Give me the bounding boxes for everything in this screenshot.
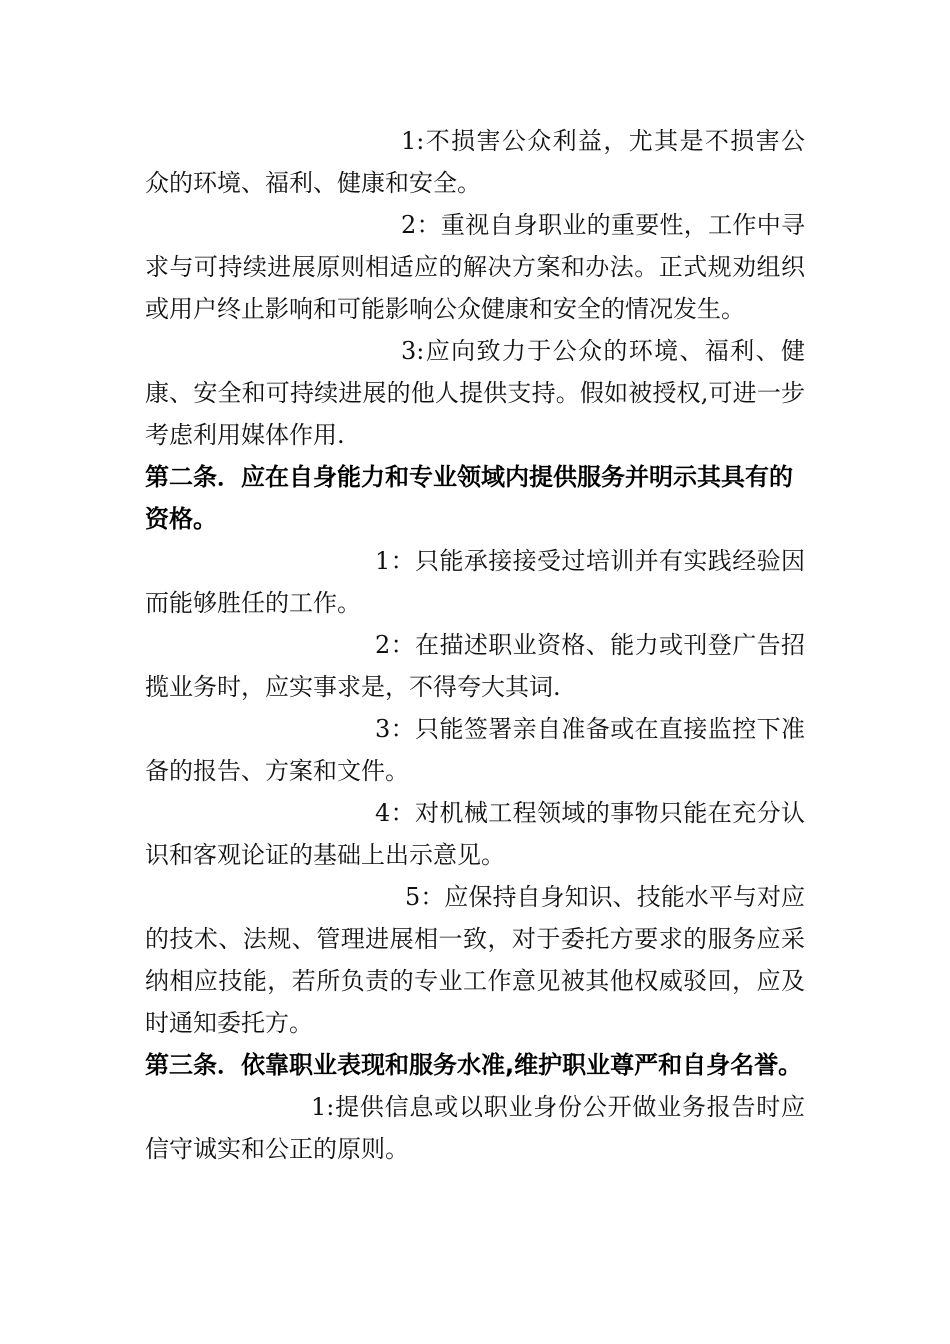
paragraph-clause-item: 2：重视自身职业的重要性，工作中寻求与可持续进展原则相适应的解决方案和办法。正式规劝组织或用户终止影响和可能影响公众健康和安全的情况发生。 [145, 211, 805, 323]
paragraph-clause-item: 1:不损害公众利益，尤其是不损害公众的环境、福利、健康和安全。 [145, 127, 805, 197]
document-body [145, 120, 805, 1170]
article-heading: 第三条．依靠职业表现和服务水准,维护职业尊严和自身名誉。 [145, 1051, 803, 1079]
paragraph-clause-item: 1:提供信息或以职业身份公开做业务报告时应信守诚实和公正的原则。 [145, 1093, 805, 1163]
paragraph-clause-item: 3：只能签署亲自准备或在直接监控下准备的报告、方案和文件。 [145, 715, 805, 785]
paragraph-clause-item: 3:应向致力于公众的环境、福利、健康、安全和可持续进展的他人提供支持。假如被授权,可进一步考虑利用媒体作用. [145, 337, 805, 449]
paragraph-clause-item: 5：应保持自身知识、技能水平与对应的技术、法规、管理进展相一致，对于委托方要求的服务应采纳相应技能，若所负责的专业工作意见被其他权威驳回，应及时通知委托方。 [145, 883, 805, 1037]
article-heading: 第二条．应在自身能力和专业领域内提供服务并明示其具有的资格。 [145, 463, 793, 533]
paragraph-clause-item: 2：在描述职业资格、能力或刊登广告招揽业务时，应实事求是，不得夸大其词. [145, 631, 805, 701]
paragraph-clause-item: 1：只能承接接受过培训并有实践经验因而能够胜任的工作。 [145, 547, 805, 617]
paragraph-clause-item: 4：对机械工程领域的事物只能在充分认识和客观论证的基础上出示意见。 [145, 799, 805, 869]
